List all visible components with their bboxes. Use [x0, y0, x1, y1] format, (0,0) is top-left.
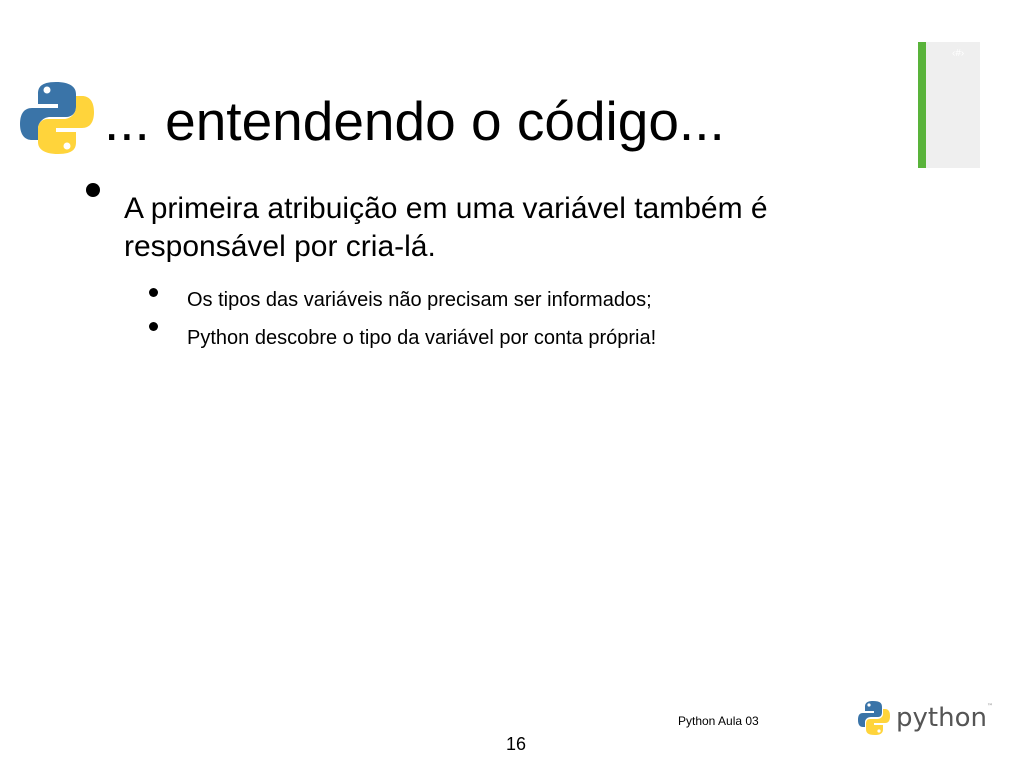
- python-wordmark-text: python: [896, 703, 987, 733]
- footer-course-label: Python Aula 03: [678, 714, 759, 728]
- sub-bullet-text: Python descobre o tipo da variável por conta própria!: [187, 327, 657, 349]
- sub-bullet-dot: [149, 288, 158, 297]
- bullet-text: A primeira atribuição em uma variável também é responsável por cria-lá.: [124, 192, 768, 263]
- corner-slide-number: ‹#›: [952, 48, 965, 59]
- sub-bullet-text: Os tipos das variáveis não precisam ser informados;: [187, 289, 652, 311]
- python-wordmark-logo: [858, 698, 996, 742]
- slide-title: ... entendendo o código...: [104, 90, 725, 152]
- sub-bullet-dot: [149, 322, 158, 331]
- python-logo-icon: [20, 80, 94, 156]
- page-number: 16: [506, 734, 527, 754]
- python-logo-small-icon: [858, 701, 890, 735]
- bullet-dot: [86, 183, 100, 197]
- side-accent-bar: [918, 42, 926, 168]
- python-trademark-text: ™: [987, 703, 993, 710]
- side-decoration-box: [918, 42, 980, 168]
